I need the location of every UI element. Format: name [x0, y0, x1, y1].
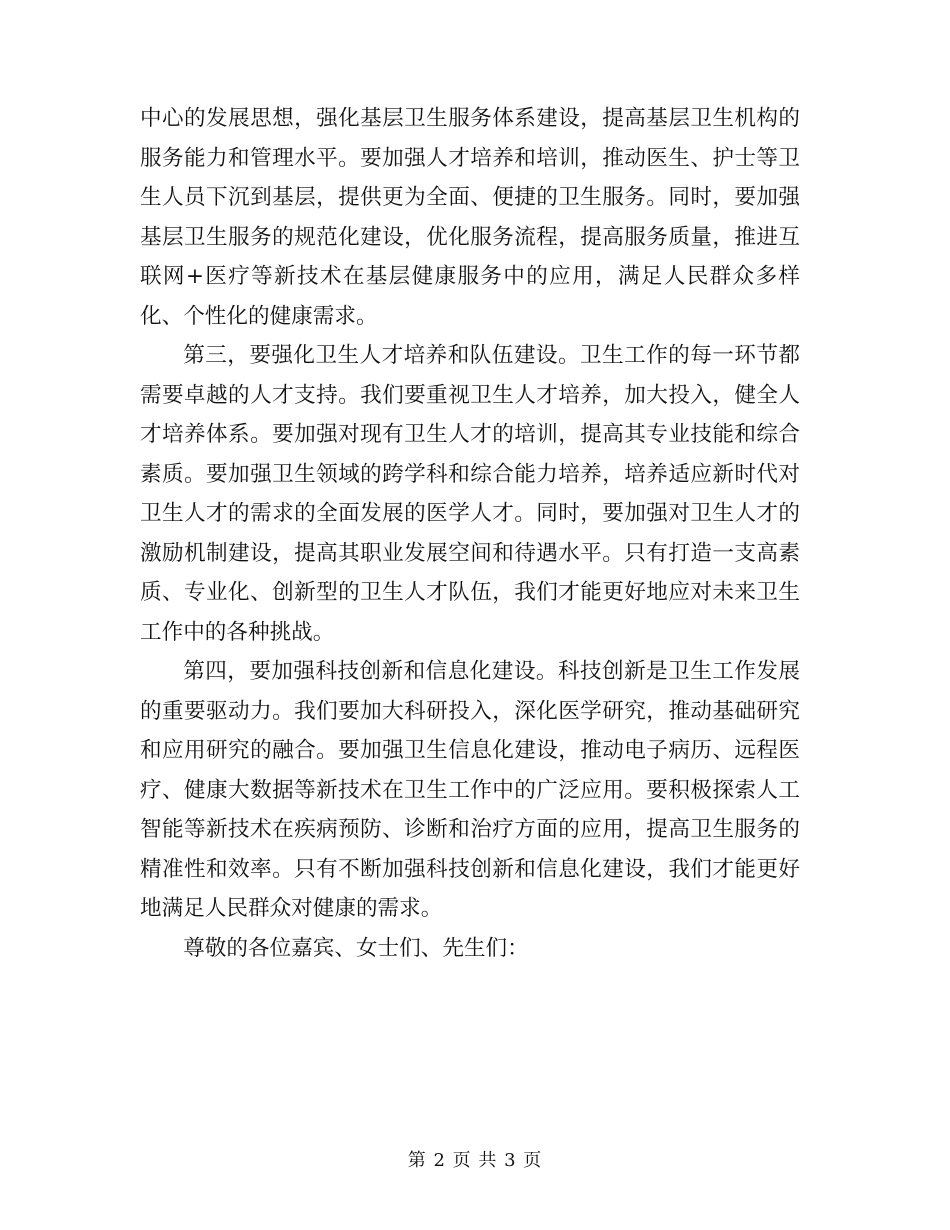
page-number-footer: 第 2 页 共 3 页	[407, 1150, 543, 1171]
paragraph-1: 中心的发展思想，强化基层卫生服务体系建设，提高基层卫生机构的服务能力和管理水平。要加强人才培养和培训，推动医生、护士等卫生人员下沉到基层，提供更为全面、便捷的卫生服务。同时，要加强基层卫生服务的规范化建设，优化服务流程，提高服务质量，推进互联网+医疗等新技术在基层健康服务中的应用，满足人民群众多样化、个性化的健康需求。	[140, 106, 800, 329]
paragraph-2: 第三，要强化卫生人才培养和队伍建设。卫生工作的每一环节都需要卓越的人才支持。我们要重视卫生人才培养，加大投入，健全人才培养体系。要加强对现有卫生人才的培训，提高其专业技能和综合素质。要加强卫生领域的跨学科和综合能力培养，培养适应新时代对卫生人才的需求的全面发展的医学人才。同时，要加强对卫生人才的激励机制建设，提高其职业发展空间和待遇水平。只有打造一支高素质、专业化、创新型的卫生人才队伍，我们才能更好地应对未来卫生工作中的各种挑战。	[140, 343, 800, 645]
paragraph-3: 第四，要加强科技创新和信息化建设。科技创新是卫生工作发展的重要驱动力。我们要加大科研投入，深化医学研究，推动基础研究和应用研究的融合。要加强卫生信息化建设，推动电子病历、远程医疗、健康大数据等新技术在卫生工作中的广泛应用。要积极探索人工智能等新技术在疾病预防、诊断和治疗方面的应用，提高卫生服务的精准性和效率。只有不断加强科技创新和信息化建设，我们才能更好地满足人民群众对健康的需求。	[140, 659, 800, 921]
document-body	[140, 99, 800, 968]
paragraph-4: 尊敬的各位嘉宾、女士们、先生们：	[183, 935, 529, 961]
